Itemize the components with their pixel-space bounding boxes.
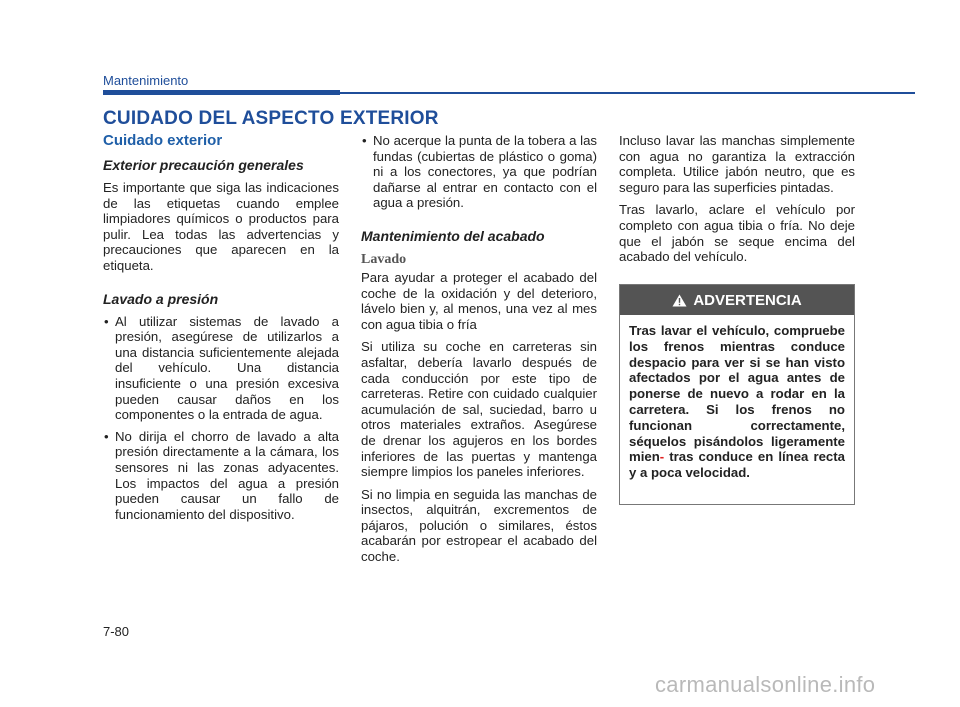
column-2 [361,133,597,572]
header-rule-thin [340,92,915,94]
paragraph-washing-1: Para ayudar a proteger el acabado del coche de la oxidación y del deterioro, lávelo bien y, al menos, una vez al mes con agua tibia o fría [361,269,597,332]
warning-text-end: tras conduce en línea recta y a poca velocidad. [629,449,845,481]
list-item: • Al utilizar sistemas de lavado a presión, asegúrese de utilizarlos a una distancia suficientemente alejada del vehículo. Una distancia insuficiente o una presión excesiva pueden causar daños en los componentes o la entrada de agua. [103,314,339,423]
warning-hyphen: - [659,449,665,465]
pressure-washing-list [103,314,339,523]
section-heading-exterior-care: Cuidado exterior [103,132,223,149]
header-rule-thick [103,90,340,95]
column-1 [103,132,339,529]
subheading-finish-maintenance: Mantenimiento del acabado [361,227,545,244]
paragraph-stains: Incluso lavar las manchas simplemente con agua no garantiza la extracción completa. Utilice jabón neutro, que es seguro para las superficies pintadas. [619,133,855,195]
subheading-pressure-washing: Lavado a presión [103,290,219,307]
list-item: • No dirija el chorro de lavado a alta presión directamente a la cámara, los sensores ni las zonas adyacentes. Los impactos del agua a presión pueden causar un fallo de funcionamiento del dispositivo. [103,429,339,523]
warning-box [619,284,855,505]
subheading-washing: Lavado [361,251,407,267]
paragraph-rinse: Tras lavarlo, aclare el vehículo por completo con agua tibia o fría. No deje que el jabón se seque encima del acabado del vehículo. [619,202,855,265]
paragraph-washing-2: Si utiliza su coche en carreteras sin asfaltar, debería lavarlo después de cada conducción por este tipo de carreteras. Retire con cuidado cualquier acumulación de sal, suciedad, barro u otros materiales extraños. Asegúrese de drenar los agujeros en los bordes inferiores de las puertas y mantenga siempre limpios los paneles inferiores. [361,339,597,480]
warning-title: ADVERTENCIA [693,291,802,309]
warning-triangle-icon [672,294,687,307]
list-item: • No acerque la punta de la tobera a las fundas (cubiertas de plástico o goma) ni a los conectores, ya que podrían dañarse al entrar en contacto con el agua a presión. [361,133,597,211]
watermark: carmanualsonline.info [655,672,876,697]
nozzle-list [361,133,597,211]
warning-text [620,315,854,481]
section-header: Mantenimiento [103,73,189,88]
paragraph-general-precautions: Es importante que siga las indicaciones de las etiquetas cuando emplee limpiadores químicos o productos para pulir. Lea todas las advertencias y precauciones que aparecen en la etiqueta. [103,180,339,273]
page-title: CUIDADO DEL ASPECTO EXTERIOR [103,108,439,129]
paragraph-washing-3: Si no limpia en seguida las manchas de insectos, alquitrán, excrementos de pájaros, polución o similares, éstos acabarán por estropear el acabado del coche. [361,486,597,565]
column-3 [619,133,855,272]
warning-text-main: Tras lavar el vehículo, compruebe los frenos mientras conduce despacio para ver si se han visto afectados por el agua antes de ponerse de nuevo a rodar en la carretera. Si los frenos no funcionan correctamente, séquelos pisándolos ligeramente mien [629,323,845,465]
warning-header [620,285,854,315]
subheading-general-precautions: Exterior precaución generales [103,157,304,173]
page-number: 7-80 [103,624,130,639]
